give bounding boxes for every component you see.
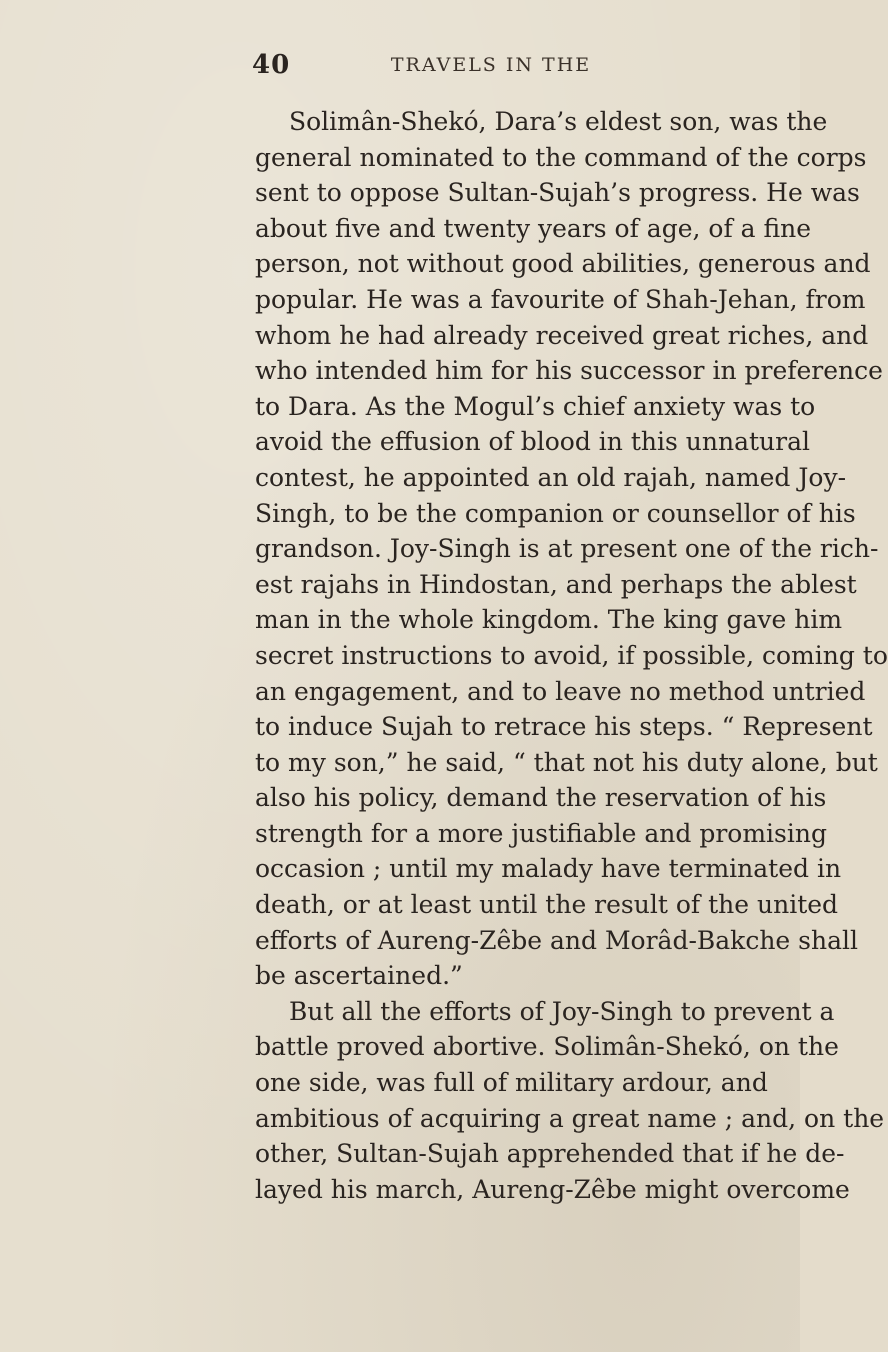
text-line: Singh, to be the companion or counsellor of his xyxy=(255,498,856,528)
text-line: general nominated to the command of the corps xyxy=(255,142,867,172)
text-line: sent to oppose Sultan-Sujah’s progress. He was xyxy=(255,178,860,208)
text-line: est rajahs in Hindostan, and perhaps the ablest xyxy=(255,569,857,599)
text-line: layed his march, Aureng-Zêbe might overcome xyxy=(255,1174,850,1204)
text-line: also his policy, demand the reservation of his xyxy=(255,783,827,813)
text-line: efforts of Aureng-Zêbe and Morâd-Bakche shall xyxy=(255,925,859,955)
page-header xyxy=(252,50,730,90)
running-head: TRAVELS IN THE xyxy=(390,54,592,76)
page-number: 40 xyxy=(252,50,291,80)
text-line: contest, he appointed an old rajah, named Joy- xyxy=(255,462,847,492)
text-line: to Dara. As the Mogul’s chief anxiety was to xyxy=(255,391,816,421)
text-line: popular. He was a favourite of Shah-Jehan, from xyxy=(255,284,866,314)
text-line: strength for a more justifiable and promising xyxy=(255,818,827,848)
body-text xyxy=(255,104,888,1207)
text-line: avoid the effusion of blood in this unnatural xyxy=(255,427,810,457)
text-line: whom he had already received great riches, and xyxy=(255,320,869,350)
text-line: to induce Sujah to retrace his steps. “ Represent xyxy=(255,712,873,742)
text-line: one side, was full of military ardour, and xyxy=(255,1068,768,1098)
text-line: grandson. Joy-Singh is at present one of the rich- xyxy=(255,534,879,564)
text-line: to my son,” he said, “ that not his duty alone, but xyxy=(255,747,878,777)
text-line: But all the efforts of Joy-Singh to prevent a xyxy=(289,996,835,1026)
text-line: secret instructions to avoid, if possible, coming to xyxy=(255,640,888,670)
text-line: man in the whole kingdom. The king gave him xyxy=(255,605,843,635)
text-line: an engagement, and to leave no method untried xyxy=(255,676,866,706)
text-line: about five and twenty years of age, of a fine xyxy=(255,213,812,243)
text-line: death, or at least until the result of the united xyxy=(255,890,839,920)
text-line: who intended him for his successor in preference xyxy=(255,356,883,386)
text-line: other, Sultan-Sujah apprehended that if he de- xyxy=(255,1139,845,1169)
text-line: be ascertained.” xyxy=(255,961,463,991)
text-line: person, not without good abilities, generous and xyxy=(255,249,871,279)
text-line: ambitious of acquiring a great name ; and, on the xyxy=(255,1103,885,1133)
text-line: occasion ; until my malady have terminated in xyxy=(255,854,842,884)
text-line: Solimân-Shekó, Dara’s eldest son, was the xyxy=(289,107,828,136)
text-line: battle proved abortive. Solimân-Shekó, on the xyxy=(255,1032,839,1062)
